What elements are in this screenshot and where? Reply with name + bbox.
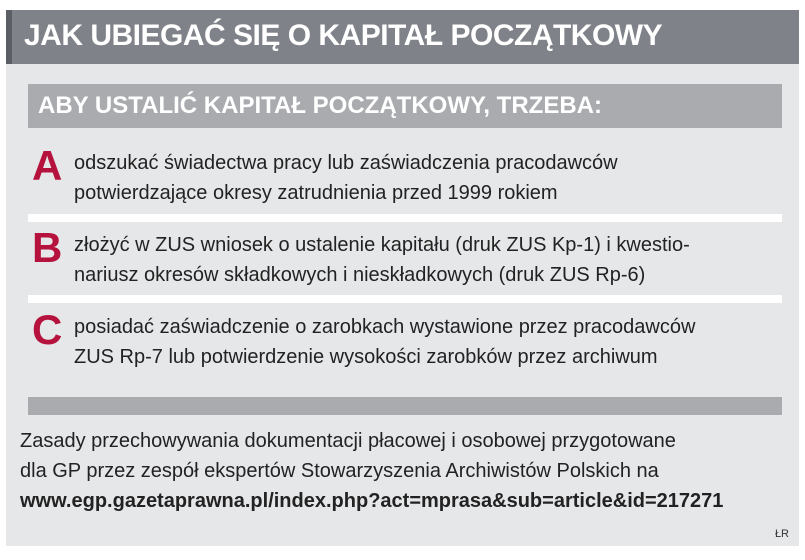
item-letter: A: [32, 142, 63, 189]
item-letter: B: [32, 224, 63, 271]
item-line: nariusz okresów składkowych i nieskładkowych (druk ZUS Rp-6): [74, 264, 646, 286]
subheader-bar: [28, 84, 782, 128]
author-credit: ŁR: [774, 528, 789, 540]
item-line: posiadać zaświadczenie o zarobkach wystawione przez pracodawców: [74, 316, 696, 338]
item-line: złożyć w ZUS wniosek o ustalenie kapitału (druk ZUS Kp-1) i kwestio-: [74, 234, 690, 256]
separator: [28, 295, 782, 303]
item-line: odszukać świadectwa pracy lub zaświadczenia pracodawców: [74, 152, 618, 174]
item-line: ZUS Rp-7 lub potwierdzenie wysokości zarobków przez archiwum: [74, 346, 658, 368]
item-line: potwierdzające okresy zatrudnienia przed 1999 rokiem: [74, 182, 558, 204]
footer-line: dla GP przez zespół ekspertów Stowarzyszenia Archiwistów Polskich na: [20, 460, 659, 482]
header-bar: [6, 10, 799, 64]
separator: [28, 214, 782, 222]
content-panel: [6, 64, 799, 546]
item-text: [74, 312, 779, 372]
list-item-c: [28, 306, 782, 376]
list-item-b: [28, 224, 782, 294]
item-text: [74, 148, 779, 208]
list-item-a: [28, 142, 782, 212]
footer-note: [20, 426, 790, 516]
item-text: [74, 230, 779, 290]
item-letter: C: [32, 306, 63, 353]
footer-url[interactable]: www.egp.gazetaprawna.pl/index.php?act=mprasa&sub=article&id=217271: [20, 490, 724, 512]
section-title: ABY USTALIĆ KAPITAŁ POCZĄTKOWY, TRZEBA:: [38, 92, 602, 119]
page-title: JAK UBIEGAĆ SIĘ O KAPITAŁ POCZĄTKOWY: [24, 19, 663, 52]
divider-bar: [28, 397, 782, 415]
footer-line: Zasady przechowywania dokumentacji płacowej i osobowej przygotowane: [20, 430, 676, 452]
